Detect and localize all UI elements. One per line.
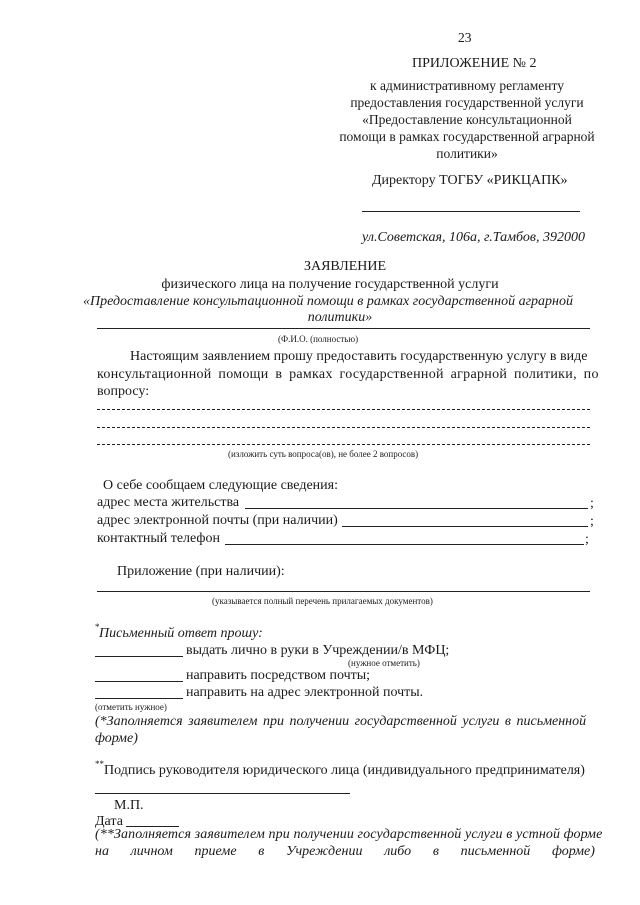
header-line: предоставления государственной услуги [350, 95, 584, 110]
question-line[interactable] [97, 427, 590, 428]
footnote-word: форме) [552, 844, 595, 859]
footnote-word: в [258, 844, 265, 859]
option3-label: направить на адрес электронной почты. [186, 685, 424, 700]
question-caption: (изложить суть вопроса(ов), не более 2 вопросов) [228, 449, 419, 459]
attachment-label: Приложение (при наличии): [117, 564, 285, 579]
footnote-word: на [95, 844, 109, 859]
header-line: к административному регламенту [370, 78, 564, 93]
paragraph-line: вопросу: [97, 384, 150, 399]
title-line: политики» [307, 310, 373, 325]
footnote-star: * [95, 622, 100, 632]
header-line: помощи в рамках государственной аграрной [339, 129, 595, 144]
attachment-caption: (указывается полный перечень прилагаемых документов) [212, 596, 433, 606]
question-line[interactable] [97, 409, 590, 410]
address-terminator: ; [590, 496, 594, 511]
signature-footnote-line2 [95, 845, 595, 859]
option2-label: направить посредством почты; [186, 668, 371, 683]
title-line: «Предоставление консультационной помощи в рамках государственной аграрной [83, 294, 573, 309]
address-label: адрес места жительства [97, 495, 240, 510]
written-footnote-cont: форме) [95, 731, 138, 746]
phone-terminator: ; [585, 532, 589, 547]
paragraph-line: консультационной помощи в рамках государственной аграрной политики, по [97, 367, 599, 382]
footnote-word: либо [384, 844, 412, 859]
signature-line[interactable] [95, 793, 350, 794]
fio-line [97, 328, 590, 329]
signature-label: Подпись руководителя юридического лица (индивидуального предпринимателя) [104, 763, 585, 778]
appendix-title: ПРИЛОЖЕНИЕ № 2 [412, 56, 537, 71]
phone-label: контактный телефон [97, 531, 220, 546]
footnote-stars: ** [95, 759, 104, 769]
email-terminator: ; [590, 514, 594, 529]
director-name-line [362, 211, 580, 212]
stamp-label: М.П. [114, 798, 144, 813]
question-line[interactable] [97, 444, 590, 445]
phone-field[interactable] [225, 544, 584, 545]
option1-label: выдать лично в руки в Учреждении/в МФЦ; [186, 643, 450, 658]
footnote-word: в [432, 844, 439, 859]
date-label: Дата [95, 814, 123, 829]
note-needed: (нужное отметить) [348, 658, 420, 668]
header-line: «Предоставление консультационной [362, 112, 572, 127]
paragraph-line: Настоящим заявлением прошу предоставить государственную услугу в виде [130, 349, 588, 364]
footnote-word: личном [130, 844, 173, 859]
title-line: физического лица на получение государственной услуги [161, 277, 499, 292]
written-footnote: (*Заполняется заявителем при получении государственной услуги в письменной [95, 714, 587, 729]
email-label: адрес электронной почты (при наличии) [97, 513, 338, 528]
note-mark: (отметить нужное) [95, 702, 167, 712]
footnote-word: приеме [194, 844, 237, 859]
fio-caption: (Ф.И.О. (полностью) [278, 334, 359, 344]
written-answer-label: Письменный ответ прошу: [99, 626, 263, 641]
option3-checkbox-line[interactable] [95, 698, 183, 699]
document-heading: ЗАЯВЛЕНИЕ [303, 259, 387, 274]
address: ул.Советская, 106а, г.Тамбов, 392000 [362, 230, 585, 245]
address-field[interactable] [245, 508, 588, 509]
about-intro: О себе сообщаем следующие сведения: [103, 478, 338, 493]
footnote-word: письменной [460, 844, 531, 859]
page-number: 23 [458, 30, 472, 45]
option1-checkbox-line[interactable] [95, 656, 183, 657]
footnote-word: Учреждении [286, 844, 363, 859]
attachment-line[interactable] [97, 591, 590, 592]
email-field[interactable] [342, 526, 588, 527]
addressee: Директору ТОГБУ «РИКЦАПК» [372, 173, 568, 188]
option2-checkbox-line[interactable] [95, 681, 183, 682]
signature-footnote: (**Заполняется заявителем при получении государственной услуги в устной форме [95, 827, 603, 842]
header-line: политики» [436, 146, 498, 161]
